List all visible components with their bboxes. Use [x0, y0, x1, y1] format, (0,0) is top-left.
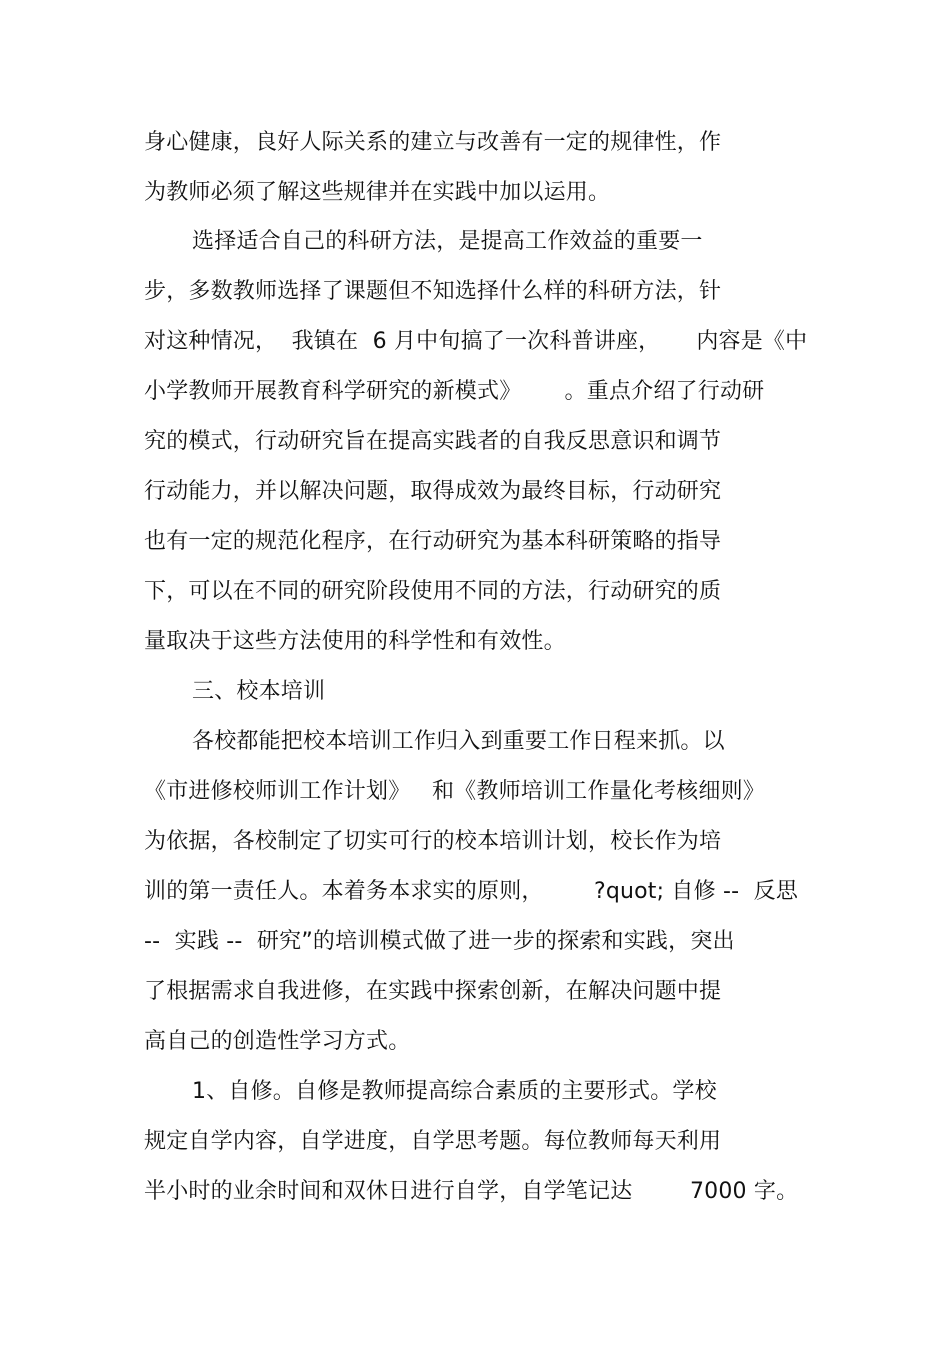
text-line-7: 究的模式，行动研究旨在提高实践者的自我反思意识和调节 [144, 429, 722, 454]
text-line-2: 为教师必须了解这些规律并在实践中加以运用。 [144, 180, 611, 205]
text-line-18: 了根据需求自我进修，在实践中探索创新，在解决问题中提 [144, 979, 722, 1004]
text-line-13: 各校都能把校本培训工作归入到重要工作日程来抓。以 [192, 729, 725, 754]
text-line-22: 半小时的业余时间和双休日进行自学，自学笔记达 7000 字。 [144, 1179, 799, 1204]
text-line-16: 训的第一责任人。本着务本求实的原则， ?quot; 自修 -- 反思 [144, 879, 799, 904]
text-line-21: 规定自学内容，自学进度，自学思考题。每位教师每天利用 [144, 1129, 722, 1154]
section-heading: 三、校本培训 [192, 679, 326, 704]
text-line-6: 小学教师开展教育科学研究的新模式》 。重点介绍了行动研 [144, 379, 765, 404]
text-line-1: 身心健康，良好人际关系的建立与改善有一定的规律性，作 [144, 130, 722, 155]
text-line-17: -- 实践 -- 研究”的培训模式做了进一步的探索和实践，突出 [144, 929, 735, 954]
text-line-9: 也有一定的规范化程序，在行动研究为基本科研策略的指导 [144, 529, 722, 554]
text-line-8: 行动能力，并以解决问题，取得成效为最终目标，行动研究 [144, 479, 722, 504]
text-line-3: 选择适合自己的科研方法，是提高工作效益的重要一 [192, 229, 703, 254]
text-line-4: 步，多数教师选择了课题但不知选择什么样的科研方法，针 [144, 279, 722, 304]
text-line-19: 高自己的创造性学习方式。 [144, 1029, 411, 1054]
text-line-11: 量取决于这些方法使用的科学性和有效性。 [144, 629, 566, 654]
text-line-15: 为依据，各校制定了切实可行的校本培训计划，校长作为培 [144, 829, 722, 854]
text-line-14: 《市进修校师训工作计划》 和《教师培训工作量化考核细则》 [144, 779, 765, 804]
text-line-10: 下，可以在不同的研究阶段使用不同的方法，行动研究的质 [144, 579, 722, 604]
text-line-20: 1、自修。自修是教师提高综合素质的主要形式。学校 [192, 1079, 717, 1104]
text-line-5: 对这种情况， 我镇在 6 月中旬搞了一次科普讲座， 内容是《中 [144, 329, 808, 354]
